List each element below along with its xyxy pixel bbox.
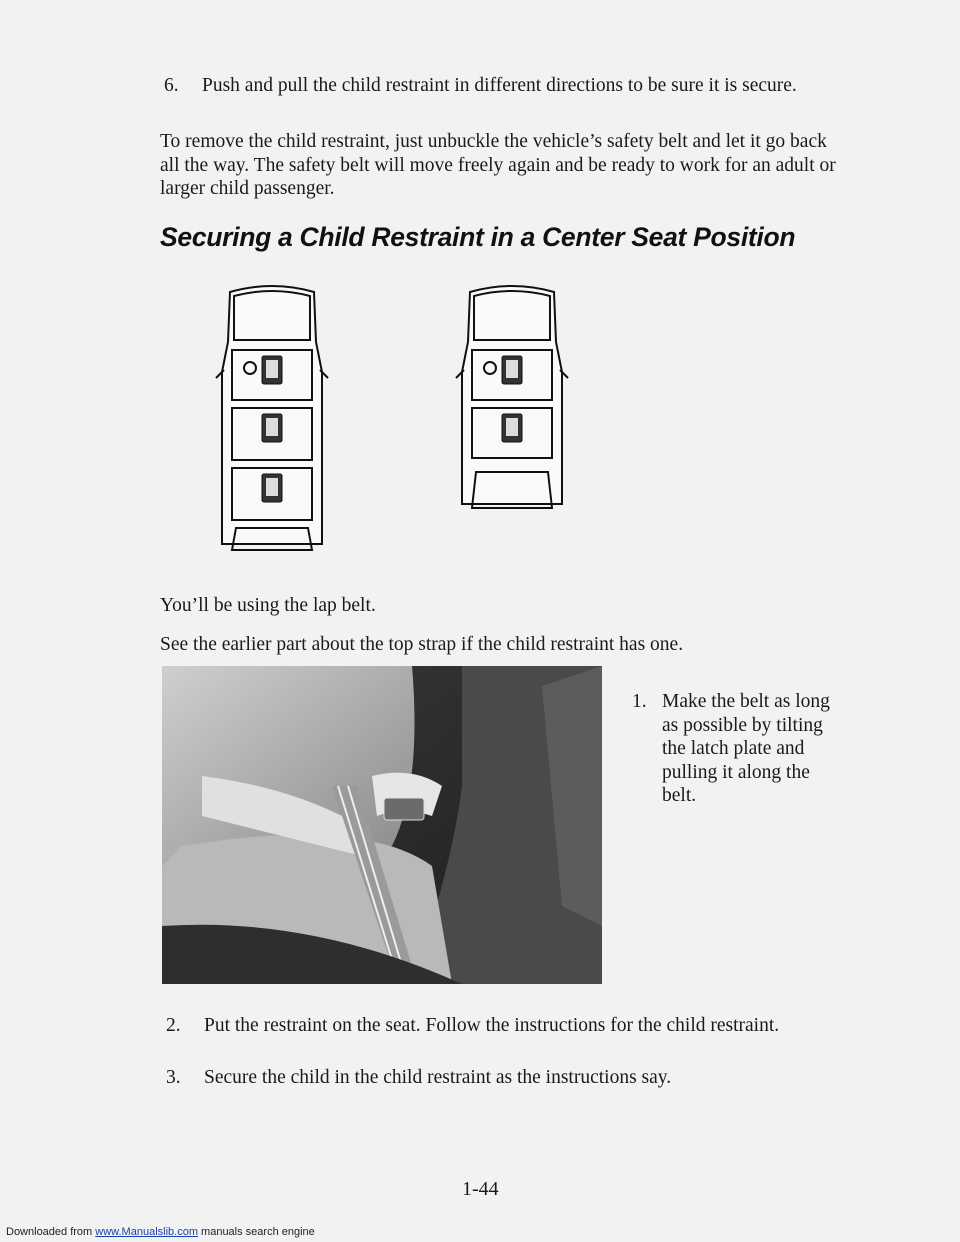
manualslib-link[interactable]: www.Manualslib.com — [95, 1226, 198, 1238]
download-footer — [6, 1226, 315, 1238]
step-1 — [632, 690, 832, 808]
section-heading: Securing a Child Restraint in a Center Seat Position — [160, 222, 796, 252]
step-3 — [166, 1066, 846, 1090]
top-strap-text: See the earlier part about the top strap if the child restraint has one. — [160, 634, 684, 655]
footer-suffix: manuals search engine — [197, 1226, 315, 1238]
step-number: 6. — [164, 75, 179, 96]
footer-prefix: Downloaded from — [6, 1226, 96, 1238]
step-text: Push and pull the child restraint in different directions to be sure it is secure. — [202, 75, 797, 96]
step-6 — [164, 74, 844, 98]
step-number: 1. — [632, 691, 647, 712]
remove-restraint-paragraph: To remove the child restraint, just unbuckle the vehicle’s safety belt and let it go back all the way. The safety belt will move freely again and be ready to work for an adult or larger child passenger. — [160, 131, 836, 199]
vehicle-seating-diagram-two-rows — [452, 282, 572, 512]
step-number: 2. — [166, 1015, 181, 1036]
page-number: 1-44 — [462, 1178, 499, 1200]
vehicle-seating-diagram-three-rows — [212, 282, 332, 554]
step-2 — [166, 1014, 846, 1038]
lap-belt-text: You’ll be using the lap belt. — [160, 595, 376, 616]
step-text: Make the belt as long as possible by tilting the latch plate and pulling it along the belt. — [662, 691, 830, 806]
step-text: Put the restraint on the seat. Follow the instructions for the child restraint. — [204, 1015, 780, 1036]
step-text: Secure the child in the child restraint as the instructions say. — [204, 1067, 672, 1088]
lap-belt-photo — [162, 666, 602, 984]
step-number: 3. — [166, 1067, 181, 1088]
lap-belt-photo-illustration — [162, 666, 602, 984]
